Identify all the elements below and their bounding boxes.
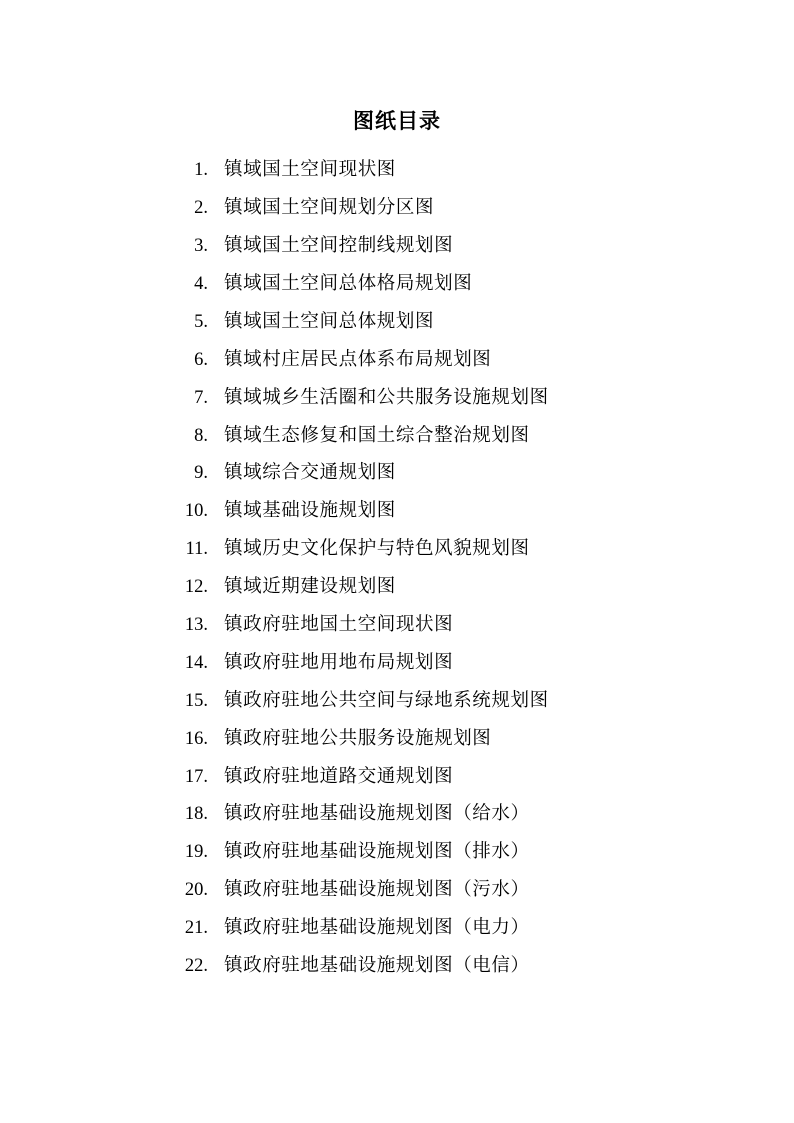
list-item-number: 4.: [194, 273, 208, 294]
list-item-number: 19.: [184, 842, 208, 863]
list-item-label: 镇域基础设施规划图: [224, 501, 396, 522]
list-item: [0, 692, 794, 711]
list-item-number: 5.: [194, 311, 208, 332]
list-item-number: 6.: [194, 349, 208, 370]
list-item-number: 7.: [194, 387, 208, 408]
list-item-label: 镇政府驻地基础设施规划图（电力）: [224, 918, 530, 939]
list-item-label: 镇域国土空间总体格局规划图: [224, 273, 473, 294]
list-item-number: 17.: [184, 766, 208, 787]
list-item: [0, 881, 794, 900]
page-title: 图纸目录: [353, 109, 441, 133]
list-item-label: 镇域国土空间总体规划图: [224, 311, 435, 332]
list-item-number: 8.: [194, 425, 208, 446]
list-item-label: 镇域历史文化保护与特色风貌规划图: [224, 539, 530, 560]
list-item: [0, 616, 794, 635]
list-item-label: 镇域近期建设规划图: [224, 577, 396, 598]
list-item-number: 22.: [184, 956, 208, 976]
list-item: [0, 578, 794, 597]
list-item-number: 16.: [184, 728, 208, 749]
list-item: [0, 351, 794, 370]
list-item-label: 镇政府驻地公共服务设施规划图: [224, 728, 492, 749]
list-item: [0, 389, 794, 408]
list-item-number: 2.: [194, 198, 208, 219]
list-item: [0, 275, 794, 294]
drawing-list: [0, 135, 794, 975]
list-item: [0, 540, 794, 559]
list-item: [0, 843, 794, 862]
list-item: [0, 919, 794, 938]
list-item-number: 15.: [184, 690, 208, 711]
list-item-label: 镇域城乡生活圈和公共服务设施规划图: [224, 387, 549, 408]
list-item-number: 14.: [184, 652, 208, 673]
list-item-number: 21.: [184, 918, 208, 939]
list-item-number: 13.: [184, 614, 208, 635]
list-item: [0, 502, 794, 521]
list-item-number: 20.: [184, 880, 208, 901]
list-item: [0, 161, 794, 180]
list-item-label: 镇政府驻地公共空间与绿地系统规划图: [224, 690, 549, 711]
list-item-label: 镇域综合交通规划图: [224, 463, 396, 484]
list-item-number: 18.: [184, 804, 208, 825]
list-item-label: 镇域生态修复和国土综合整治规划图: [224, 425, 530, 446]
list-item-label: 镇政府驻地基础设施规划图（给水）: [224, 804, 530, 825]
list-item-number: 10.: [184, 501, 208, 522]
list-item-number: 12.: [184, 577, 208, 598]
list-item: [0, 427, 794, 446]
list-item-label: 镇域国土空间规划分区图: [224, 198, 435, 219]
list-item: [0, 199, 794, 218]
list-item-label: 镇域村庄居民点体系布局规划图: [224, 349, 492, 370]
list-item-number: 9.: [194, 463, 208, 484]
list-item: [0, 957, 794, 976]
list-item: [0, 768, 794, 787]
list-item-label: 镇政府驻地道路交通规划图: [224, 766, 454, 787]
list-item-label: 镇政府驻地国土空间现状图: [224, 614, 454, 635]
list-item: [0, 654, 794, 673]
list-item: [0, 805, 794, 824]
list-item-label: 镇政府驻地基础设施规划图（电信）: [224, 956, 530, 976]
list-item-number: 3.: [194, 236, 208, 257]
list-item: [0, 730, 794, 749]
list-item: [0, 464, 794, 483]
list-item-number: 1.: [194, 160, 208, 181]
list-item: [0, 237, 794, 256]
list-item: [0, 313, 794, 332]
list-item-label: 镇政府驻地用地布局规划图: [224, 652, 454, 673]
list-item-label: 镇域国土空间现状图: [224, 160, 396, 181]
list-item-label: 镇域国土空间控制线规划图: [224, 236, 454, 257]
list-item-label: 镇政府驻地基础设施规划图（污水）: [224, 880, 530, 901]
list-item-label: 镇政府驻地基础设施规划图（排水）: [224, 842, 530, 863]
list-item-number: 11.: [185, 539, 208, 560]
